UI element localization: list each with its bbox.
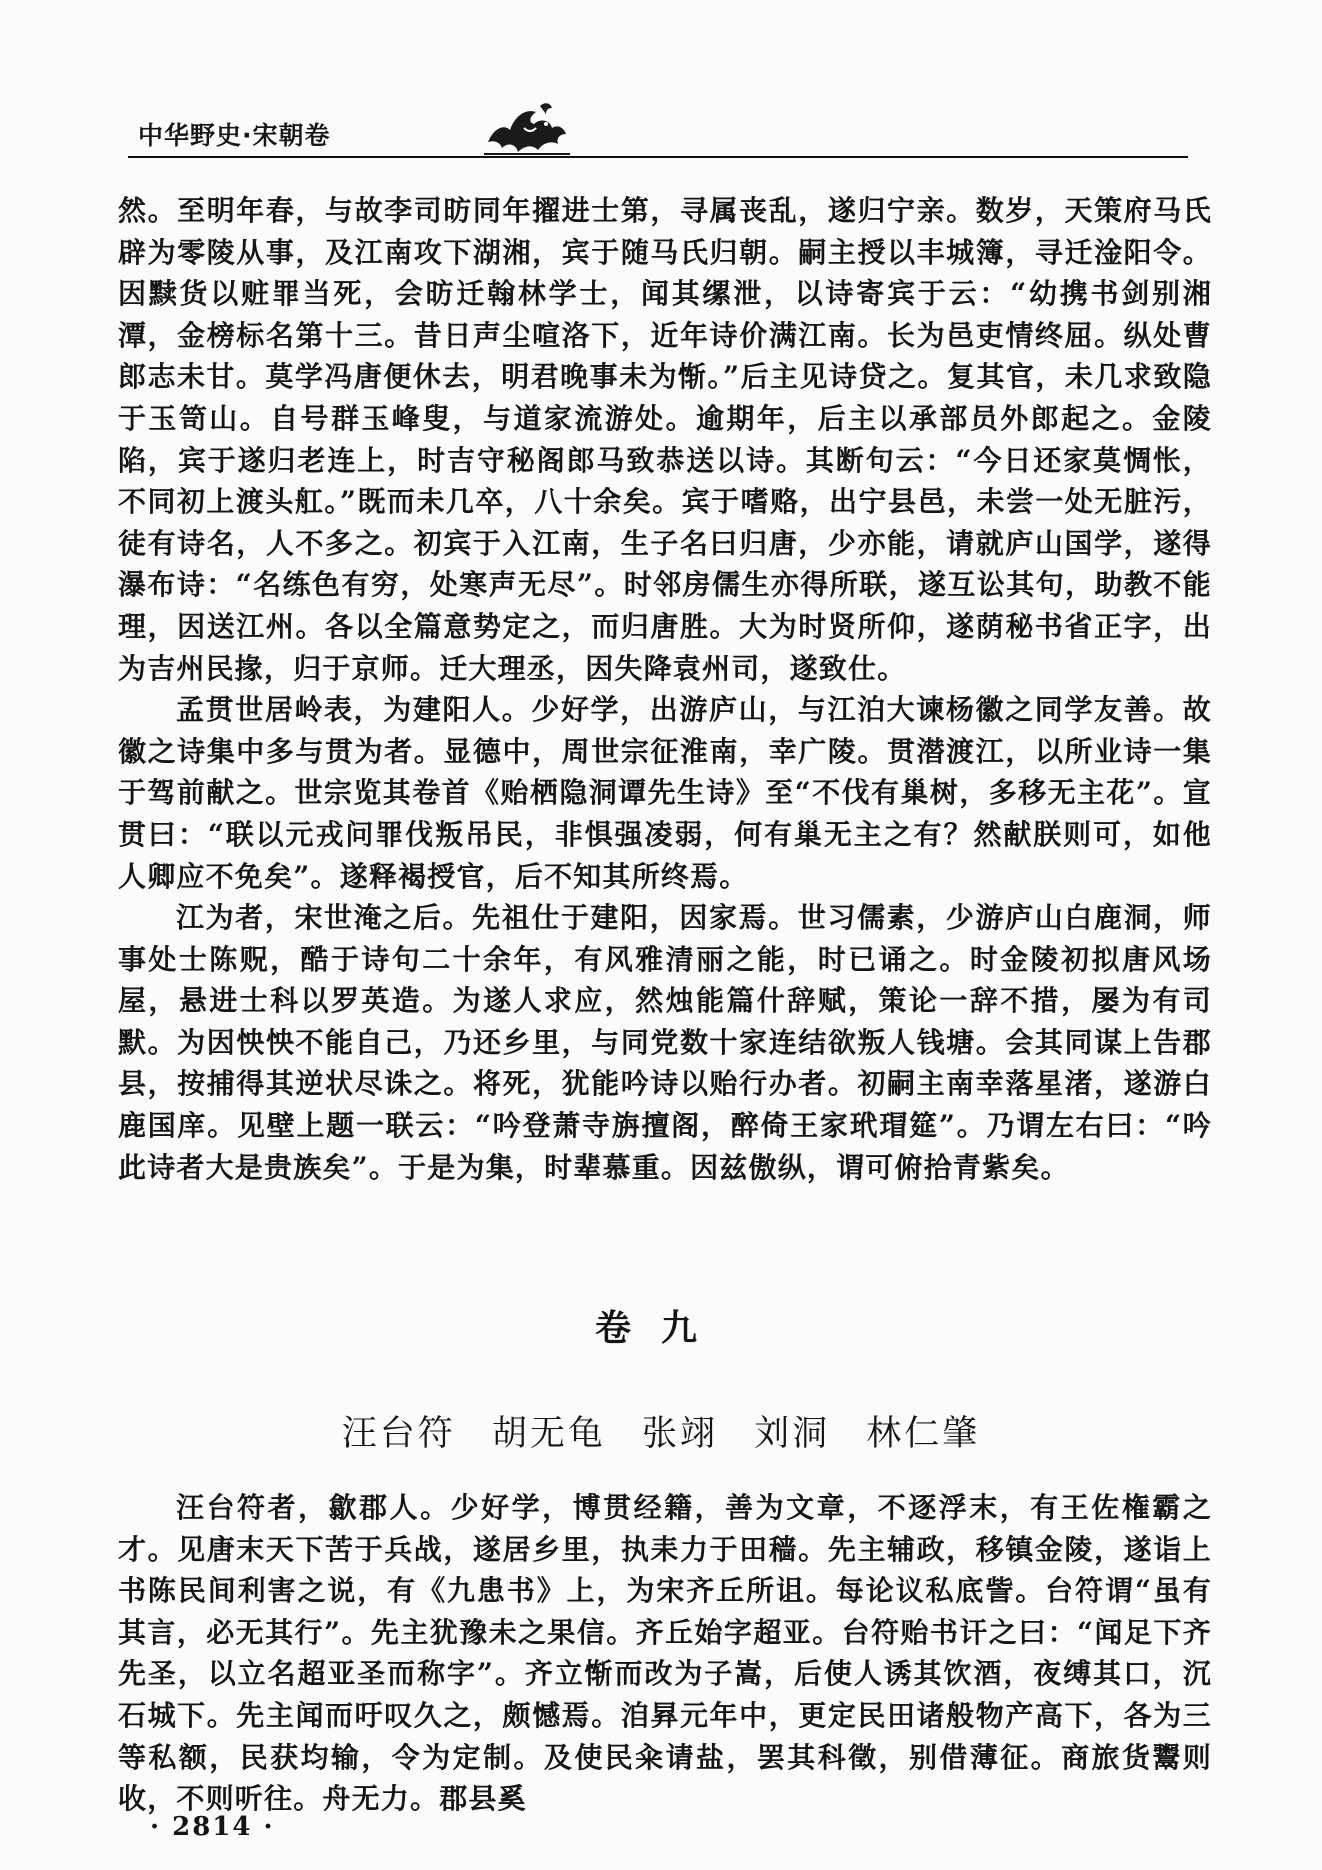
paragraph: 然。至明年春，与故李司昉同年擢进士第，寻属丧乱，遂归宁亲。数岁，天策府马氏辟为零陵从事，及江南攻下湖湘，宾于随马氏归朝。嗣主授以丰城簿，寻迁淦阳令。因黩货以赃罪当死，会昉迁翰林学士，闻其缧泄，以诗寄宾于云：“幼携书剑别湘潭，金榜标名第十三。昔日声尘喧洛下，近年诗价满江南。长为邑吏情终屈。纵处曹郎志未甘。莫学冯唐便休去，明君晚事未为惭。”后主见诗贷之。复其官，未几求致隐于玉笥山。自号群玉峰叟，与道家流游处。逾期年，后主以承部员外郎起之。金陵陷，宾于遂归老连上，时吉守秘阁郎马致恭送以诗。其断句云：“今日还家莫惆怅，不同初上渡头舡。”既而未几卒，八十余矣。宾于嗜赂，出宁县邑，未尝一处无脏污，徒有诗名，人不多之。初宾于入江南，生子名曰归唐，少亦能，请就庐山国学，遂得瀑布诗：“名练色有穷，处寒声无尽”。时邻房儒生亦得所联，遂互讼其句，助教不能理，因送江州。各以全篇意势定之，而归唐胜。大为时贤所仰，遂荫秘书省正字，出为吉州民掾，归于京师。迁大理丞，因失降袁州司，遂致仕。 (118, 194, 1212, 685)
header-rule (128, 156, 1188, 158)
dragon-emblem-icon (480, 98, 572, 156)
running-header (108, 98, 1218, 164)
paragraph: 汪台符者，歙郡人。少好学，博贯经籍，善为文章，不逐浮末，有王佐権霸之才。见唐末天下苦于兵战，遂居乡里，执耒力于田穑。先主辅政，移镇金陵，遂诣上书陈民间利害之说，有《九患书》上，为宋齐丘所诅。每论议私底訾。台符谓“虽有其言，必无其行”。先主犹豫未之果信。齐丘始字超亚。台符贻书讦之曰：“闻足下齐先圣，以立名超亚圣而称字”。齐立惭而改为子嵩，后使人诱其饮酒，夜缚其口，沉石城下。先主闻而吁叹久之，颇憾焉。洎昪元年中，更定民田诸般物产高下，各为三等私额，民获均输，令为定制。及使民籴请盐，罢其科徵，别借薄征。商旅货鬻则收，不则听往。舟无力。郡县奚 (118, 1491, 1212, 1816)
section-text (118, 1487, 1212, 1820)
volume-heading: 卷九 (594, 1308, 727, 1349)
paragraph: 孟贯世居岭表，为建阳人。少好学，出游庐山，与江泊大谏杨徽之同学友善。故徽之诗集中多与贯为者。显德中，周世宗征淮南，幸广陵。贯潜渡江，以所业诗一集于驾前献之。世宗览其卷首《贻栖隐洞谭先生诗》至“不伐有巢树，多移无主花”。宣贯曰：“联以元戎问罪伐叛吊民，非惧强凌弱，何有巢无主之有？然献朕则可，如他人卿应不免矣”。遂释褐授官，后不知其所终焉。 (118, 693, 1212, 893)
main-text (118, 190, 1212, 1188)
section-names: 汪台符 胡无龟 张翊 刘洞 林仁肇 (341, 1414, 981, 1454)
paragraph: 江为者，宋世淹之后。先祖仕于建阳，因家焉。世习儒素，少游庐山白鹿洞，师事处士陈贶，酷于诗句二十余年，有风雅清丽之能，时已诵之。时金陵初拟唐风场屋，悬进士科以罗英造。为遂人求应，然烛能篇什辞赋，策论一辞不措，屡为有司默。为因怏怏不能自己，乃还乡里，与同党数十家连结欲叛人钱塘。会其同谋上告郡县，按捕得其逆状尽诛之。将死，犹能吟诗以贻行办者。初嗣主南幸落星渚，遂游白鹿国庠。见壁上题一联云：“吟登萧寺旃擅阁，醉倚王家玳瑁筵”。乃谓左右曰：“吟此诗者大是贵族矣”。于是为集，时辈慕重。因兹傲纵，谓可俯拾青紫矣。 (118, 901, 1212, 1184)
page-number: · 2814 · (150, 1812, 275, 1842)
book-title: 中华野史·宋朝卷 (138, 121, 331, 150)
